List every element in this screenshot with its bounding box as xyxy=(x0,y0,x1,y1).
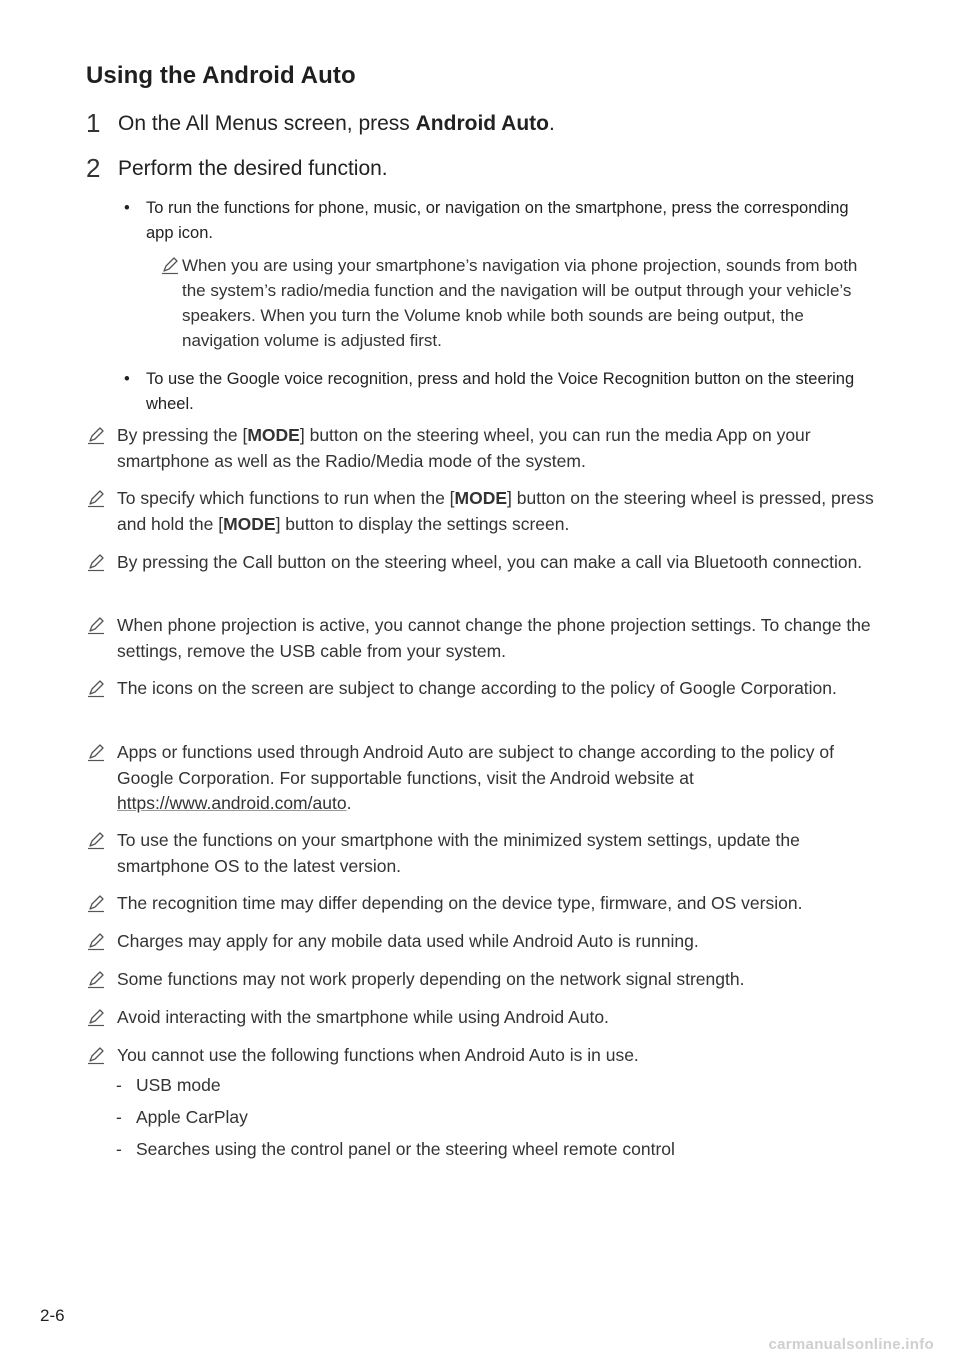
note-item xyxy=(86,1043,886,1069)
note-text: The icons on the screen are subject to change according to the policy of Google Corporation. xyxy=(117,678,837,698)
step-text-end: . xyxy=(549,112,555,135)
note-item xyxy=(86,486,886,537)
pencil-note-icon xyxy=(86,1007,106,1027)
pencil-note-icon xyxy=(86,969,106,989)
note-item xyxy=(86,676,886,702)
note-text-part: ] button on the steering wheel is pressed, press and hold the [ xyxy=(117,488,874,534)
bullet-item xyxy=(124,367,864,417)
page-number: 2-6 xyxy=(40,1306,65,1325)
note-text-part: . xyxy=(346,793,352,813)
note-text xyxy=(117,486,886,537)
pencil-note-icon xyxy=(86,678,106,698)
dash-item xyxy=(116,1107,248,1128)
bullet-text: To run the functions for phone, music, or navigation on the smartphone, press the corresponding app icon. xyxy=(146,199,849,242)
pencil-note-icon xyxy=(86,615,106,635)
note-text-part: By pressing the [ xyxy=(117,425,248,445)
note-text: Avoid interacting with the smartphone while using Android Auto. xyxy=(117,1007,609,1027)
dash-item xyxy=(116,1139,675,1160)
pencil-note-icon xyxy=(86,893,106,913)
note-text-part: ] button on the steering wheel, you can run the media App on your smartphone as well as the Radio/Media mode of the system. xyxy=(117,425,811,471)
note-item xyxy=(86,613,886,664)
bullet-text: To use the Google voice recognition, press and hold the Voice Recognition button on the steering wheel. xyxy=(146,370,855,413)
note-text: You cannot use the following functions when Android Auto is in use. xyxy=(117,1045,639,1065)
dash-icon: - xyxy=(116,1107,122,1127)
pencil-note-icon xyxy=(86,552,106,572)
step-2 xyxy=(86,153,388,184)
note-text: Charges may apply for any mobile data used while Android Auto is running. xyxy=(117,931,699,951)
note-text xyxy=(117,423,886,474)
watermark: carmanualsonline.info xyxy=(768,1336,934,1353)
note-text: When you are using your smartphone’s navigation via phone projection, sounds from both the system’s radio/media function and the navigation will be output through your vehicle’s speakers. When you turn the Volume knob while both sounds are being output, the navigation volume is adjusted first. xyxy=(182,256,858,350)
pencil-note-icon xyxy=(160,255,180,275)
pencil-note-icon xyxy=(86,488,106,508)
note-item xyxy=(86,550,886,576)
note-item xyxy=(86,929,886,955)
step-bold-term: Android Auto xyxy=(415,112,549,135)
note-text: By pressing the Call button on the steering wheel, you can make a call via Bluetooth connection. xyxy=(117,552,863,572)
note-item xyxy=(86,891,886,917)
note-item xyxy=(86,967,886,993)
note-text-part: To specify which functions to run when the [ xyxy=(117,488,455,508)
note-text: To use the functions on your smartphone with the minimized system settings, update the smartphone OS to the latest version. xyxy=(117,830,800,876)
note-item xyxy=(86,740,886,817)
mode-button-label: MODE xyxy=(454,488,508,508)
note-item xyxy=(86,1005,886,1031)
pencil-note-icon xyxy=(86,1045,106,1065)
bullet-icon: • xyxy=(124,370,130,388)
mode-button-label: MODE xyxy=(247,425,300,445)
pencil-note-icon xyxy=(86,931,106,951)
dash-text: USB mode xyxy=(136,1075,221,1095)
section-title: Using the Android Auto xyxy=(86,62,356,89)
note-item xyxy=(86,828,886,879)
note-text-part: ] button to display the settings screen. xyxy=(275,513,570,534)
bullet-icon: • xyxy=(124,199,130,217)
note-text: When phone projection is active, you cannot change the phone projection settings. To change the settings, remove the USB cable from your system. xyxy=(117,615,871,661)
pencil-note-icon xyxy=(86,830,106,850)
dash-icon: - xyxy=(116,1075,122,1095)
dash-text: Searches using the control panel or the steering wheel remote control xyxy=(136,1139,675,1159)
step-text xyxy=(118,112,555,135)
step-number: 2 xyxy=(86,153,101,183)
dash-icon: - xyxy=(116,1139,122,1159)
note-text: Some functions may not work properly depending on the network signal strength. xyxy=(117,969,745,989)
android-auto-link[interactable]: https://www.android.com/auto xyxy=(117,793,347,813)
bullet-item xyxy=(124,196,864,246)
note-item xyxy=(86,423,886,474)
step-1 xyxy=(86,108,555,139)
step-number: 1 xyxy=(86,108,101,138)
note-text: The recognition time may differ depending on the device type, firmware, and OS version. xyxy=(117,893,803,913)
sub-note xyxy=(160,253,870,353)
mode-button-label: MODE xyxy=(223,513,276,534)
step-text: Perform the desired function. xyxy=(118,157,388,180)
dash-text: Apple CarPlay xyxy=(136,1107,248,1127)
pencil-note-icon xyxy=(86,425,106,445)
dash-item xyxy=(116,1075,221,1096)
note-text xyxy=(117,740,886,817)
pencil-note-icon xyxy=(86,742,106,762)
note-text-part: Apps or functions used through Android Auto are subject to change according to the policy of Google Corporation. For supportable functions, visit the Android website at xyxy=(117,742,834,788)
step-text-start: On the All Menus screen, press xyxy=(118,112,416,135)
